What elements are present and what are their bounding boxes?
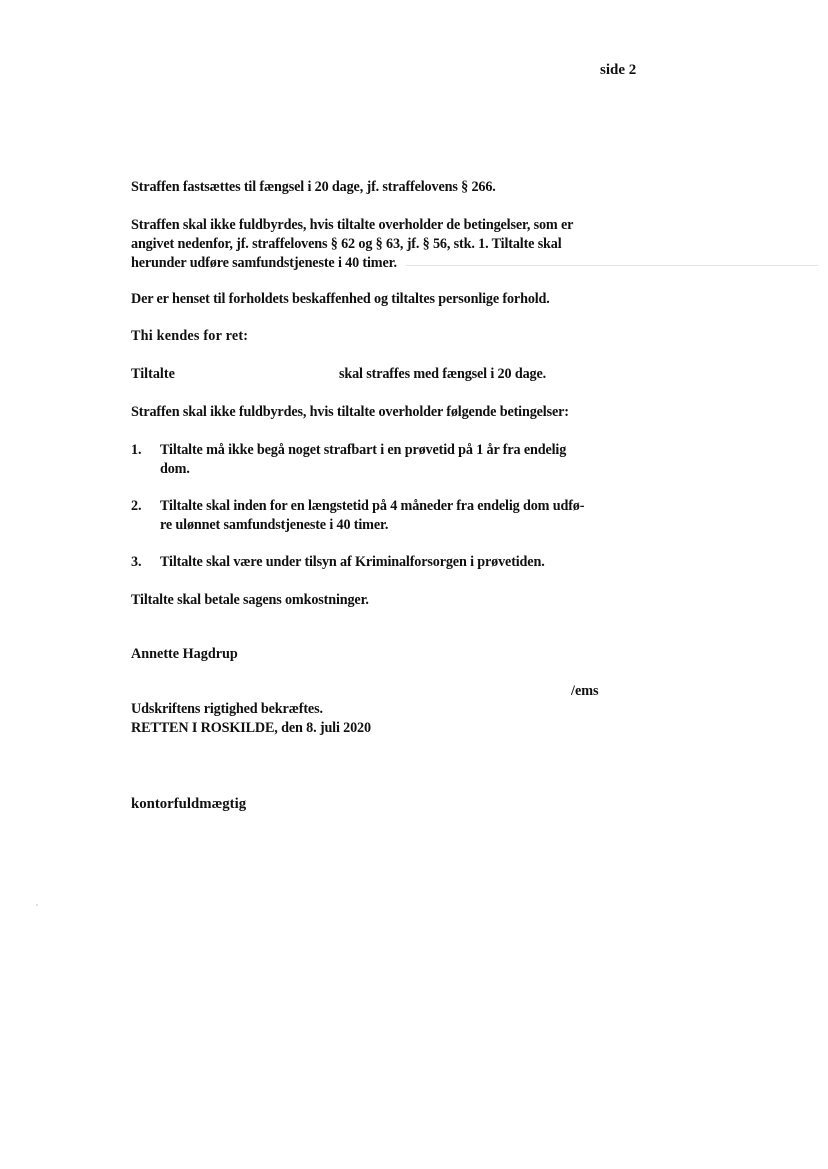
paragraph-line: Straffen skal ikke fuldbyrdes, hvis tiltalte overholder følgende betingelser: (131, 404, 569, 420)
condition-text (160, 441, 620, 479)
condition-line: re ulønnet samfundstjeneste i 40 timer. (160, 517, 389, 533)
sentence-paragraph (131, 178, 621, 197)
paragraph-line: Der er henset til forholdets beskaffenhed og tiltaltes personlige forhold. (131, 291, 550, 307)
certification-block (131, 700, 371, 738)
certification-line: Udskriftens rigtighed bekræftes. (131, 701, 323, 717)
judge-name: Annette Hagdrup (131, 646, 238, 662)
condition-line: dom. (160, 461, 190, 477)
clerk-initials: /ems (571, 683, 599, 699)
paragraph-line: Straffen skal ikke fuldbyrdes, hvis tiltalte overholder de betingelser, som er (131, 217, 574, 233)
paragraph-line: Straffen fastsættes til fængsel i 20 dage, jf. straffelovens § 266. (131, 179, 496, 195)
defendant-label: Tiltalte (131, 366, 175, 382)
page-number: side 2 (600, 62, 637, 78)
condition-line: Tiltalte skal inden for en længstetid på 4 måneder fra endelig dom udfø- (160, 498, 585, 514)
paragraph-line: herunder udføre samfundstjeneste i 40 timer. (131, 255, 397, 271)
scan-speck (36, 904, 38, 906)
clerk-title: kontorfuldmægtig (131, 796, 247, 812)
condition-number: 1. (131, 442, 142, 458)
condition-line: Tiltalte skal være under tilsyn af Kriminalforsorgen i prøvetiden. (160, 554, 545, 570)
verdict-heading: Thi kendes for ret: (131, 328, 249, 344)
condition-line: Tiltalte må ikke begå noget strafbart i en prøvetid på 1 år fra endelig (160, 442, 567, 458)
paragraph-line: angivet nedenfor, jf. straffelovens § 62 og § 63, jf. § 56, stk. 1. Tiltalte skal (131, 236, 562, 252)
costs-paragraph (131, 591, 621, 610)
condition-text (160, 553, 620, 572)
condition-number: 2. (131, 498, 142, 514)
condition-number: 3. (131, 554, 142, 570)
condition-text (160, 497, 620, 535)
scan-artifact-line (406, 265, 818, 266)
paragraph-line: Tiltalte skal betale sagens omkostninger. (131, 592, 369, 608)
defendant-sentence: skal straffes med fængsel i 20 dage. (339, 366, 547, 382)
consideration-paragraph (131, 290, 621, 309)
conditions-intro (131, 403, 621, 422)
certification-line: RETTEN I ROSKILDE, den 8. juli 2020 (131, 720, 371, 736)
